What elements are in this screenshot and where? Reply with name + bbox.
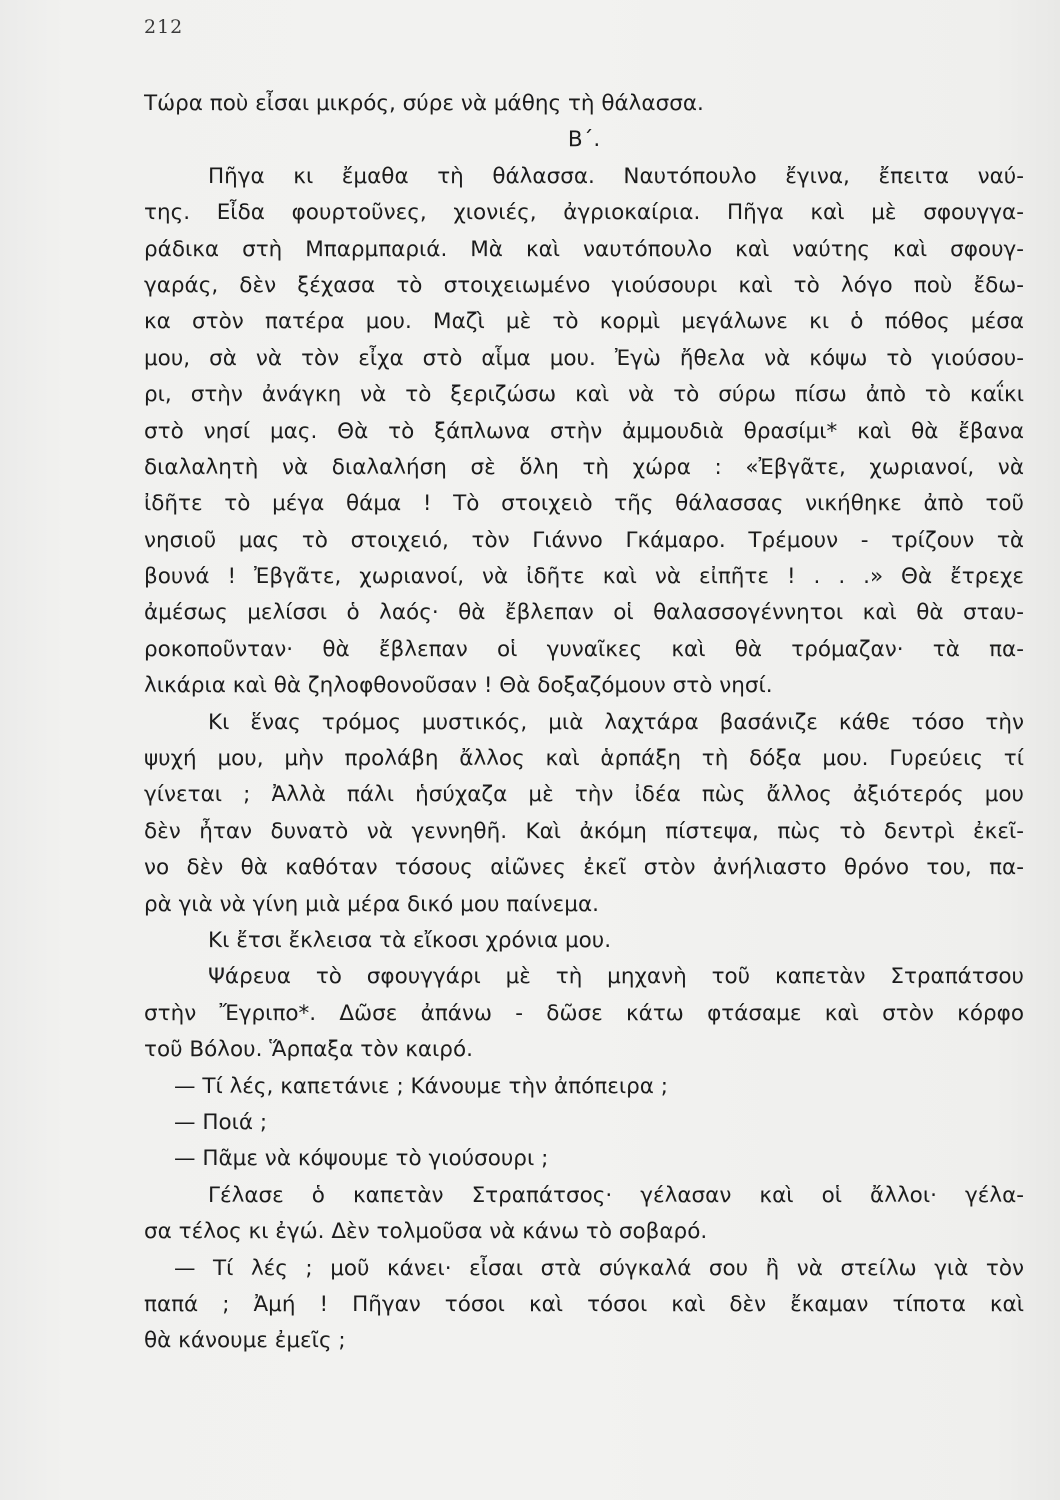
text-line: δὲν ἦταν δυνατὸ νὰ γεννηθῆ. Καὶ ἀκόμη πίστεψα, πὼς τὸ δεντρὶ ἐκεῖ- — [144, 818, 1024, 844]
text-line: ρι, στὴν ἀνάγκη νὰ τὸ ξεριζώσω καὶ νὰ τὸ σύρω πίσω ἀπὸ τὸ καΐκι — [144, 382, 1024, 408]
text-line: στὸ νησί μας. Θὰ τὸ ξάπλωνα στὴν ἀμμουδιὰ θρασίμι* καὶ θὰ ἔβανα — [144, 418, 1024, 444]
text-line: ρὰ γιὰ νὰ γίνη μιὰ μέρα δικό μου παίνεμα. — [144, 891, 599, 917]
text-line: ροκοποῦνταν· θὰ ἔβλεπαν οἱ γυναῖκες καὶ θὰ τρόμαζαν· τὰ πα- — [144, 636, 1024, 662]
text-line: λικάρια καὶ θὰ ζηλοφθονοῦσαν ! Θὰ δοξαζόμουν στὸ νησί. — [144, 673, 773, 699]
text-line: Ψάρευα τὸ σφουγγάρι μὲ τὴ μηχανὴ τοῦ καπετὰν Στραπάτσου — [208, 964, 1024, 990]
text-line: ψυχή μου, μὴν προλάβη ἄλλος καὶ ἁρπάξη τὴ δόξα μου. Γυρεύεις τί — [144, 746, 1024, 772]
text-line: διαλαλητὴ νὰ διαλαλήση σὲ ὅλη τὴ χώρα : «Ἐβγᾶτε, χωριανοί, νὰ — [144, 454, 1024, 480]
text-line: — Τί λές ; μοῦ κάνει· εἶσαι στὰ σύγκαλά σου ἢ νὰ στείλω γιὰ τὸν — [174, 1255, 1024, 1281]
text-line: γίνεται ; Ἀλλὰ πάλι ἡσύχαζα μὲ τὴν ἰδέα πὼς ἄλλος ἀξιότερός μου — [144, 782, 1024, 808]
text-line: ἰδῆτε τὸ μέγα θάμα ! Τὸ στοιχειὸ τῆς θάλασσας νικήθηκε ἀπὸ τοῦ — [144, 491, 1024, 517]
text-line: βουνά ! Ἐβγᾶτε, χωριανοί, νὰ ἰδῆτε καὶ νὰ εἰπῆτε ! . . .» Θὰ ἔτρεχε — [144, 564, 1024, 590]
text-line: της. Εἶδα φουρτοῦνες, χιονιές, ἀγριοκαίρια. Πῆγα καὶ μὲ σφουγγα- — [144, 200, 1024, 226]
text-line: Κι ἕνας τρόμος μυστικός, μιὰ λαχτάρα βασάνιζε κάθε τόσο τὴν — [208, 709, 1024, 735]
text-line: — Πᾶμε νὰ κόψουμε τὸ γιούσουρι ; — [174, 1146, 549, 1172]
text-line: θὰ κάνουμε ἐμεῖς ; — [144, 1328, 346, 1354]
text-line: ράδικα στὴ Μπαρμπαριά. Μὰ καὶ ναυτόπουλο καὶ ναύτης καὶ σφουγ- — [144, 236, 1024, 262]
text-line: τοῦ Βόλου. Ἅρπαξα τὸν καιρό. — [144, 1037, 473, 1063]
text-line: Τώρα ποὺ εἶσαι μικρός, σύρε νὰ μάθης τὴ θάλασσα. — [144, 91, 704, 116]
text-line: παπά ; Ἀμή ! Πῆγαν τόσοι καὶ τόσοι καὶ δὲν ἔκαμαν τίποτα καὶ — [144, 1291, 1024, 1317]
body-text — [144, 86, 1024, 1360]
text-line: Πῆγα κι ἔμαθα τὴ θάλασσα. Ναυτόπουλο ἔγινα, ἔπειτα ναύ- — [208, 163, 1024, 189]
text-line: σα τέλος κι ἐγώ. Δὲν τολμοῦσα νὰ κάνω τὸ σοβαρό. — [144, 1219, 708, 1245]
text-line: γαράς, δὲν ξέχασα τὸ στοιχειωμένο γιούσουρι καὶ τὸ λόγο ποὺ ἔδω- — [144, 272, 1024, 298]
text-line: Γέλασε ὁ καπετὰν Στραπάτσος· γέλασαν καὶ οἱ ἄλλοι· γέλα- — [208, 1182, 1024, 1208]
text-line: νησιοῦ μας τὸ στοιχειό, τὸν Γιάννο Γκάμαρο. Τρέμουν - τρίζουν τὰ — [144, 527, 1024, 553]
text-line: νο δὲν θὰ καθόταν τόσους αἰῶνες ἐκεῖ στὸν ἀνήλιαστο θρόνο του, πα- — [144, 855, 1024, 881]
text-line: — Τί λές, καπετάνιε ; Κάνουμε τὴν ἀπόπειρα ; — [174, 1073, 668, 1099]
text-line: στὴν Ἔγριπο*. Δῶσε ἀπάνω - δῶσε κάτω φτάσαμε καὶ στὸν κόρφο — [144, 1000, 1024, 1026]
text-line: ἀμέσως μελίσσι ὁ λαός· θὰ ἔβλεπαν οἱ θαλασσογέννητοι καὶ θὰ σταυ- — [144, 600, 1024, 626]
text-line: μου, σὰ νὰ τὸν εἶχα στὸ αἷμα μου. Ἐγὼ ἤθελα νὰ κόψω τὸ γιούσου- — [144, 345, 1024, 371]
text-line: Κι ἔτσι ἔκλεισα τὰ εἴκοσι χρόνια μου. — [208, 927, 612, 953]
text-line: — Ποιά ; — [174, 1109, 268, 1135]
section-heading: Β΄. — [567, 127, 601, 153]
page-number: 212 — [144, 16, 184, 38]
text-line: κα στὸν πατέρα μου. Μαζὶ μὲ τὸ κορμὶ μεγάλωνε κι ὁ πόθος μέσα — [144, 309, 1024, 335]
